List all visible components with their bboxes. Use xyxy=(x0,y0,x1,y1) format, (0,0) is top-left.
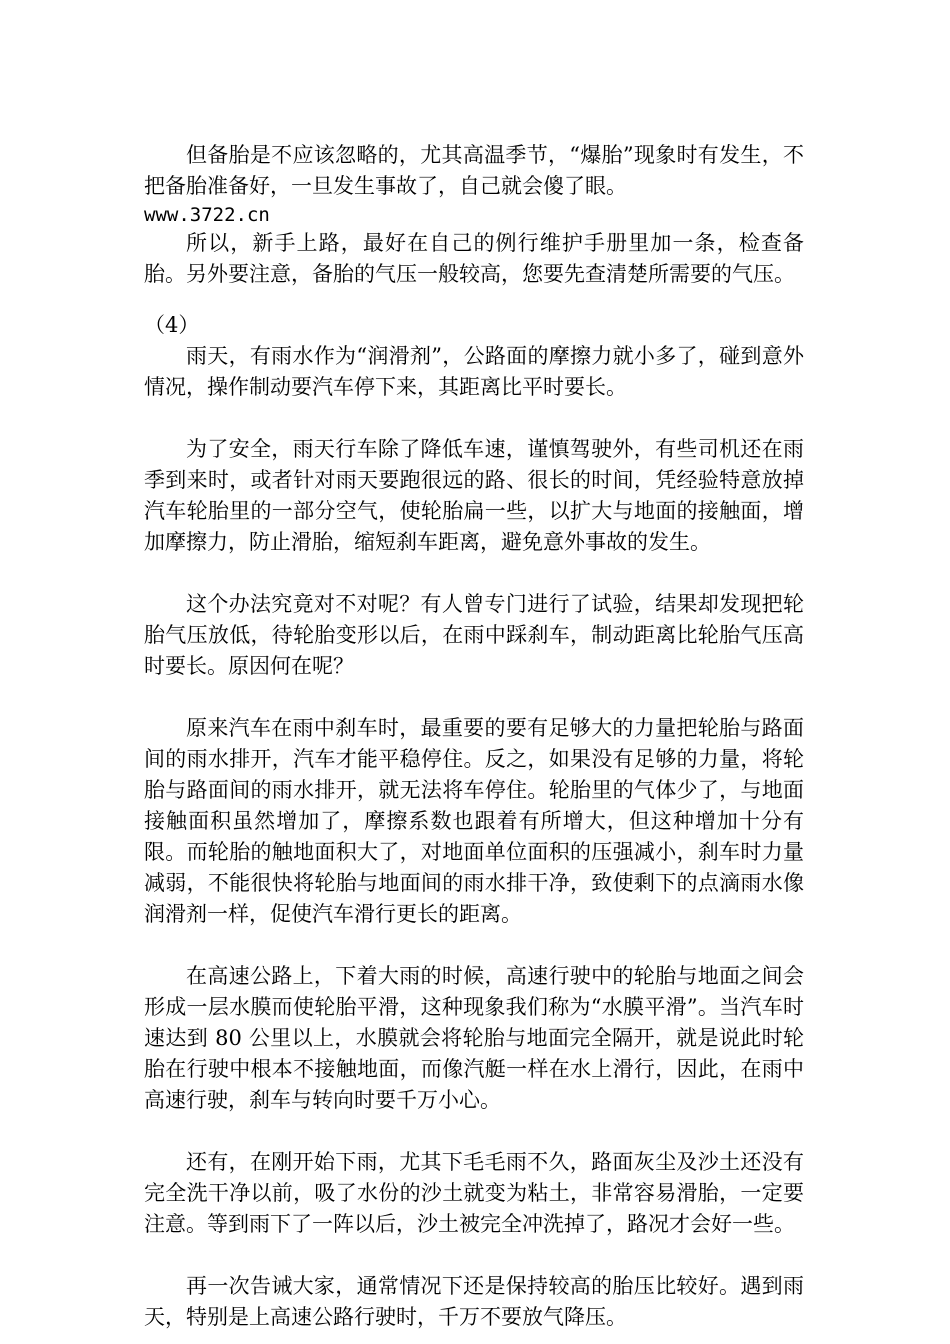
paragraph-rainy-day-friction: 雨天，有雨水作为“润滑剂”，公路面的摩擦力就小多了，碰到意外情况，操作制动要汽车停下来，其距离比平时要长。 xyxy=(144,344,804,399)
website-url: www.3722.cn xyxy=(144,204,270,226)
paragraph-final-advice: 再一次告诫大家，通常情况下还是保持较高的胎压比较好。遇到雨天，特别是上高速公路行驶时，千万不要放气降压。 xyxy=(144,1274,804,1329)
spacer xyxy=(144,558,804,589)
paragraph-experiment-result: 这个办法究竟对不对呢？有人曾专门进行了试验，结果却发现把轮胎气压放低，待轮胎变形以后，在雨中踩刹车，制动距离比轮胎气压高时要长。原因何在呢？ xyxy=(144,592,804,678)
spacer xyxy=(144,403,804,434)
paragraph-check-spare-tire: 所以，新手上路，最好在自己的例行维护手册里加一条，检查备胎。另外要注意，备胎的气压一般较高，您要先查清楚所需要的气压。 xyxy=(144,231,804,286)
spacer xyxy=(144,1240,804,1271)
paragraph-spare-tire-importance: 但备胎是不应该忽略的，尤其高温季节，“爆胎”现象时有发生，不把备胎准备好，一旦发生事故了，自己就会傻了眼。 xyxy=(144,143,804,198)
section-label: （4） xyxy=(144,313,200,337)
spacer xyxy=(144,682,804,713)
paragraph-braking-explanation: 原来汽车在雨中刹车时，最重要的要有足够大的力量把轮胎与路面间的雨水排开，汽车才能平稳停住。反之，如果没有足够的力量，将轮胎与路面间的雨水排开，就无法将车停住。轮胎里的气体少了，与地面接触面积虽然增加了，摩擦系数也跟着有所增大，但这种增加十分有限。而轮胎的触地面积大了，对地面单位面积的压强减小，刹车时力量减弱，不能很快将轮胎与地面间的雨水排干净，致使剩下的点滴雨水像润滑剂一样，促使汽车滑行更长的距离。 xyxy=(144,716,804,926)
paragraph-deflate-tires-practice: 为了安全，雨天行车除了降低车速，谨慎驾驶外，有些司机还在雨季到来时，或者针对雨天要跑很远的路、很长的时间，凭经验特意放掉汽车轮胎里的一部分空气，使轮胎扁一些，以扩大与地面的接触面，增加摩擦力，防止滑胎，缩短刹车距离，避免意外事故的发生。 xyxy=(144,437,804,554)
spacer xyxy=(144,930,804,961)
document-page xyxy=(144,140,804,1333)
paragraph-hydroplaning: 在高速公路上，下着大雨的时候，高速行驶中的轮胎与地面之间会形成一层水膜而使轮胎平滑，这种现象我们称为“水膜平滑”。当汽车时速达到 80 公里以上，水膜就会将轮胎与地面完全隔开，就是说此时轮胎在行驶中根本不接触地面，而像汽艇一样在水上滑行，因此，在雨中高速行驶，刹车与转向时要千万小心。 xyxy=(144,964,804,1112)
spacer xyxy=(144,1116,804,1147)
paragraph-early-rain-warning: 还有，在刚开始下雨，尤其下毛毛雨不久，路面灰尘及沙土还没有完全洗干净以前，吸了水份的沙土就变为粘土，非常容易滑胎，一定要注意。等到雨下了一阵以后，沙土被完全冲洗掉了，路况才会好一些。 xyxy=(144,1150,804,1236)
spacer xyxy=(144,290,804,310)
